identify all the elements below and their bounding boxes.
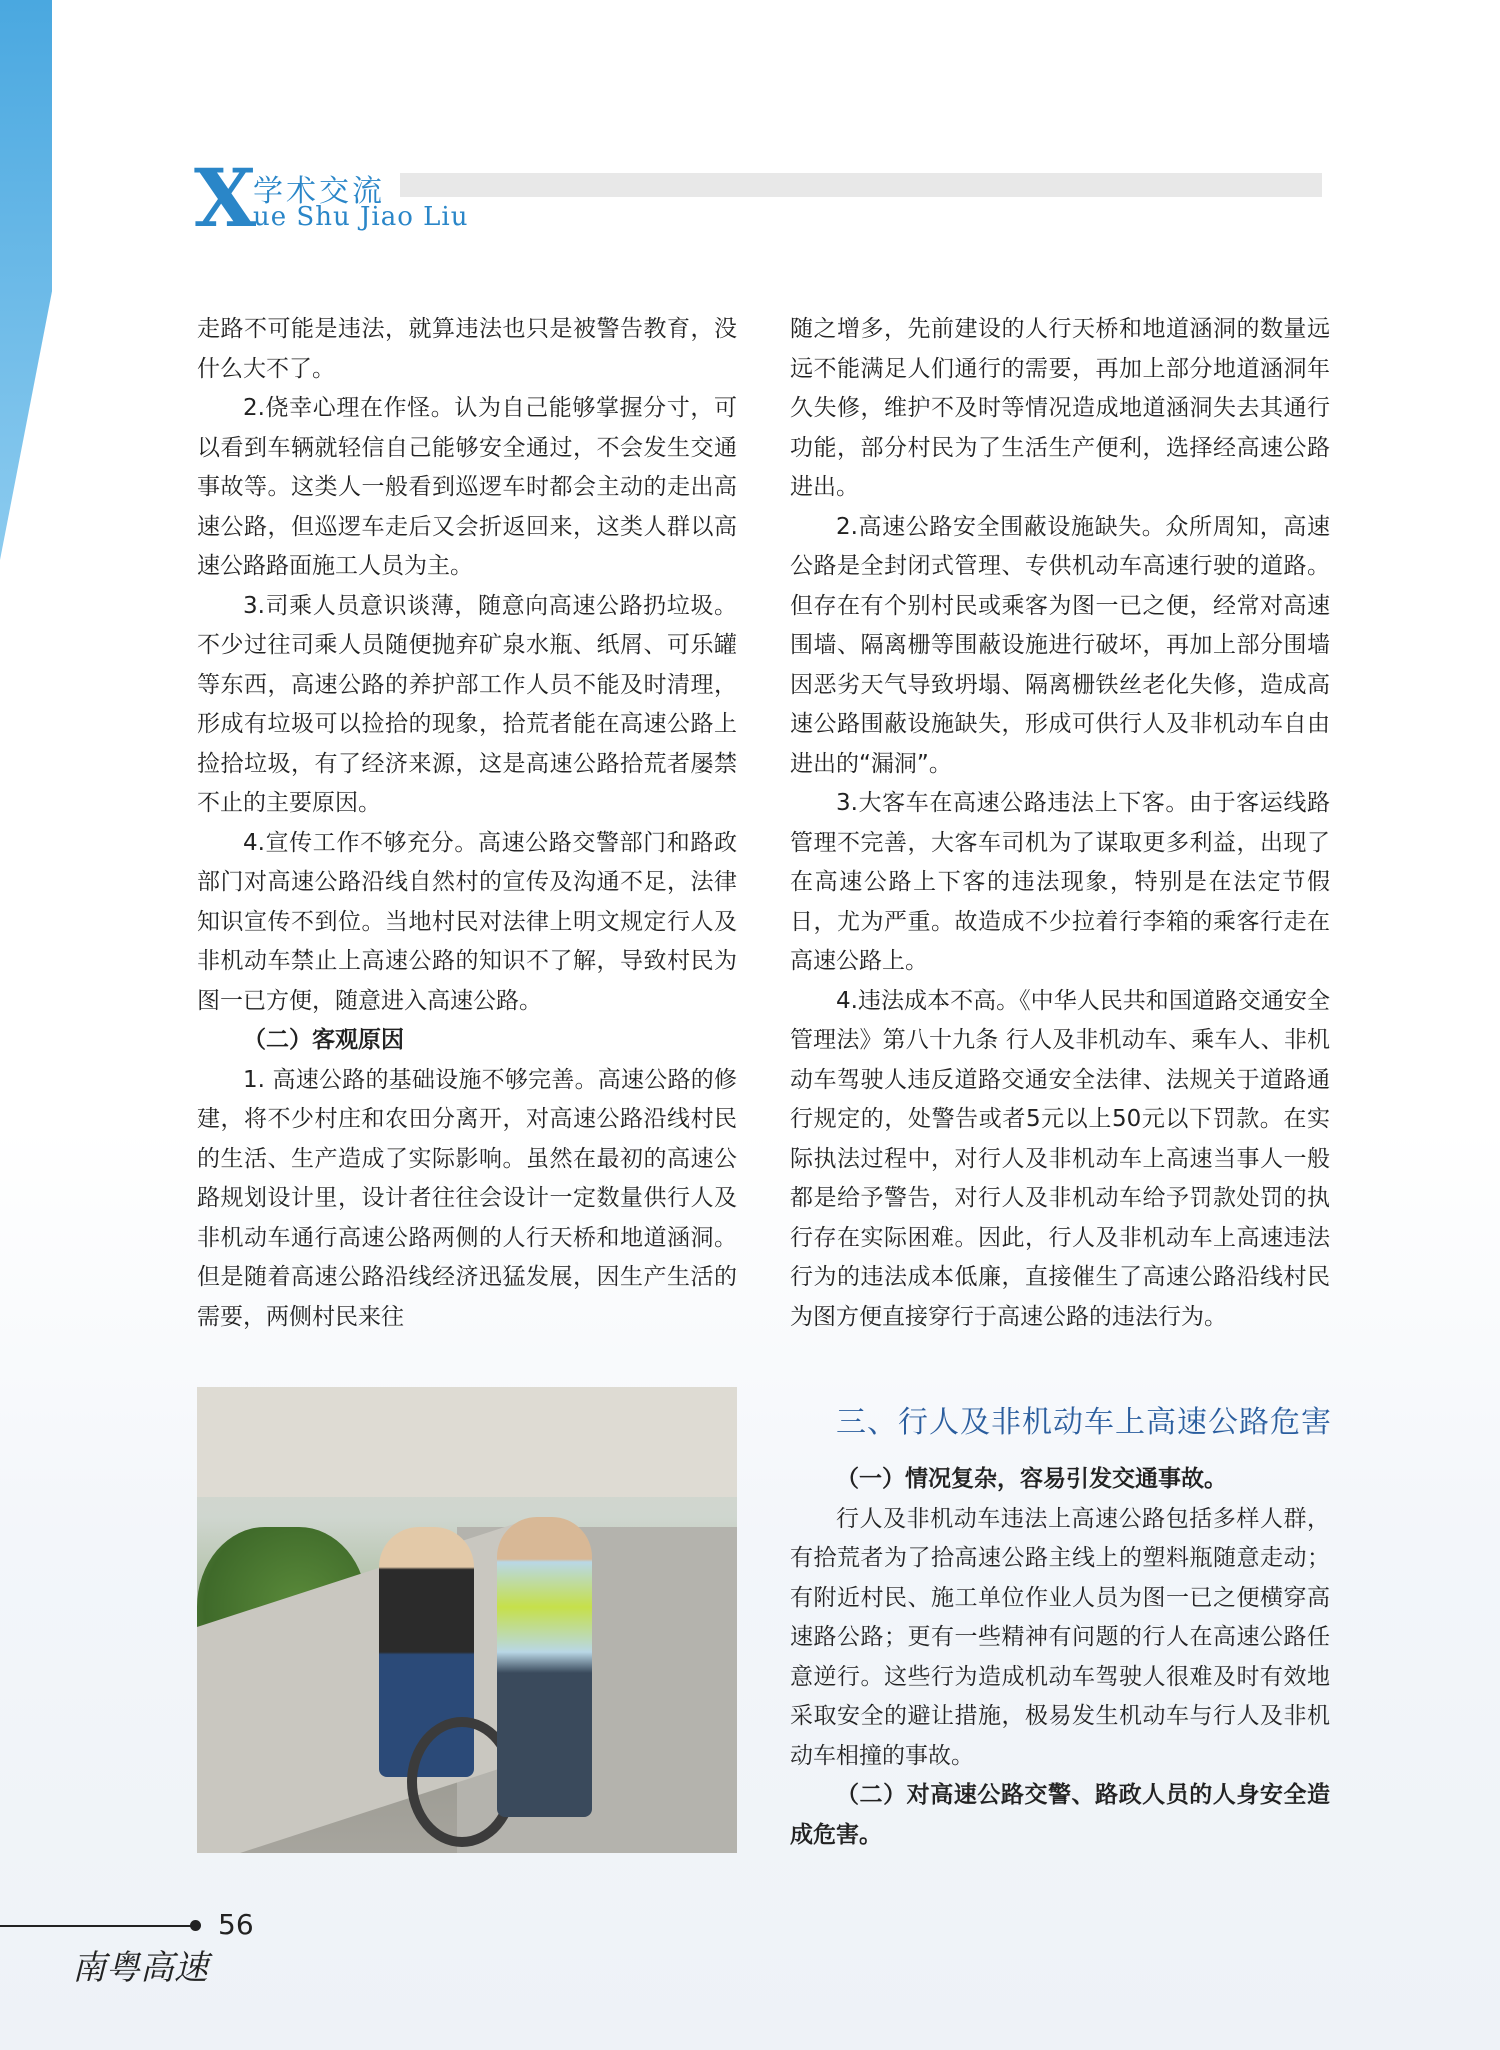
header-big-letter: X <box>194 151 257 245</box>
right-column <box>790 310 1330 1337</box>
column-title-cn: 学术交流 <box>253 174 385 209</box>
paragraph: 2.高速公路安全围蔽设施缺失。众所周知，高速公路是全封闭式管理、专供机动车高速行驶的道路。但存在有个别村民或乘客为图一已之便，经常对高速围墙、隔离栅等围蔽设施进行破坏，再加上部分围墙因恶劣天气导致坍塌、隔离栅铁丝老化失修，造成高速公路围蔽设施缺失，形成可供行人及非机动车自由进出的“漏洞”。 <box>790 513 1330 777</box>
footer-rule <box>0 1925 195 1927</box>
magazine-logo: 南粤高速 <box>72 1948 208 1988</box>
header-bar <box>400 173 1322 197</box>
paragraph: 3.司乘人员意识谈薄，随意向高速公路扔垃圾。不少过往司乘人员随便抛弃矿泉水瓶、纸屑、可乐罐等东西，高速公路的养护部工作人员不能及时清理，形成有垃圾可以捡拾的现象，拾荒者能在高速公路上捡拾垃圾，有了经济来源，这是高速公路拾荒者屡禁不止的主要原因。 <box>197 592 737 816</box>
paragraph: 行人及非机动车违法上高速公路包括多样人群，有拾荒者为了拾高速公路主线上的塑料瓶随意走动；有附近村民、施工单位作业人员为图一已之便横穿高速路公路；更有一些精神有问题的行人在高速公路任意逆行。这些行为造成机动车驾驶人很难及时有效地采取安全的避让措施，极易发生机动车与行人及非机动车相撞的事故。 <box>790 1505 1330 1769</box>
paragraph: 走路不可能是违法，就算违法也只是被警告教育，没什么大不了。 <box>197 316 737 382</box>
left-column <box>197 310 737 1337</box>
subheading: （一）情况复杂，容易引发交通事故。 <box>836 1466 1227 1492</box>
photo-sky <box>197 1387 737 1497</box>
decorative-band <box>0 0 52 560</box>
paragraph: 4.违法成本不高。《中华人民共和国道路交通安全管理法》第八十九条 行人及非机动车、乘车人、非机动车驾驶人违反道路交通安全法律、法规关于道路通行规定的，处警告或者5元以上50元以下罚款。在实际执法过程中，对行人及非机动车上高速当事人一般都是给予警告，对行人及非机动车给予罚款处罚的执行存在实际困难。因此，行人及非机动车上高速违法行为的违法成本低廉，直接催生了高速公路沿线村民为图方便直接穿行于高速公路的违法行为。 <box>790 987 1330 1330</box>
paragraph: 2.侥幸心理在作怪。认为自己能够掌握分寸，可以看到车辆就轻信自己能够安全通过，不会发生交通事故等。这类人一般看到巡逻车时都会主动的走出高速公路，但巡逻车走后又会折返回来，这类人群以高速公路路面施工人员为主。 <box>197 395 737 579</box>
article-photo <box>197 1387 737 1853</box>
footer-dot <box>190 1920 201 1931</box>
paragraph: 4.宣传工作不够充分。高速公路交警部门和路政部门对高速公路沿线自然村的宣传及沟通不足，法律知识宣传不到位。当地村民对法律上明文规定行人及非机动车禁止上高速公路的知识不了解，导致村民为图一已方便，随意进入高速公路。 <box>197 829 737 1014</box>
paragraph: 1. 高速公路的基础设施不够完善。高速公路的修建，将不少村庄和农田分离开，对高速公路沿线村民的生活、生产造成了实际影响。虽然在最初的高速公路规划设计里，设计者往往会设计一定数量供行人及非机动车通行高速公路两侧的人行天桥和地道涵洞。但是随着高速公路沿线经济迅猛发展，因生产生活的需要，两侧村民来往 <box>197 1066 737 1330</box>
subheading: （二）客观原因 <box>243 1027 404 1053</box>
paragraph: 3.大客车在高速公路违法上下客。由于客运线路管理不完善，大客车司机为了谋取更多利益，出现了在高速公路上下客的违法现象，特别是在法定节假日，尤为严重。故造成不少拉着行李箱的乘客行走在高速公路上。 <box>790 790 1330 974</box>
page-number: 56 <box>218 1908 254 1941</box>
right-lower-column <box>790 1460 1330 1855</box>
column-title-en: ue Shu Jiao Liu <box>253 202 469 232</box>
paragraph: 随之增多，先前建设的人行天桥和地道涵洞的数量远远不能满足人们通行的需要，再加上部分地道涵洞年久失修，维护不及时等情况造成地道涵洞失去其通行功能，部分村民为了生活生产便利，选择经高速公路进出。 <box>790 316 1330 500</box>
section-heading: 三、行人及非机动车上高速公路危害 <box>836 1405 1332 1440</box>
photo-officer <box>497 1517 592 1817</box>
subheading: （二）对高速公路交警、路政人员的人身安全造成危害。 <box>790 1782 1330 1848</box>
